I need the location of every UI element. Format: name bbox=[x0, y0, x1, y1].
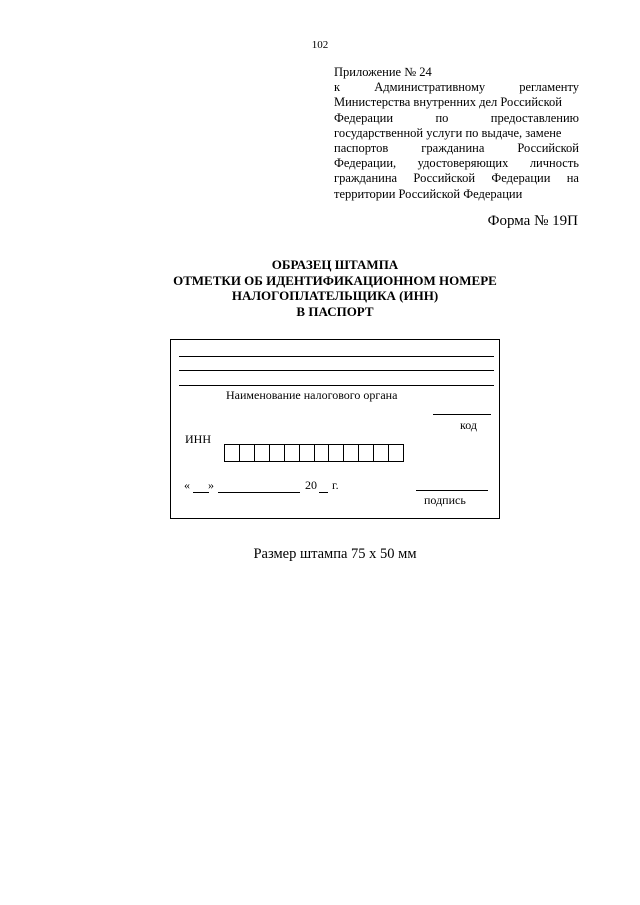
appendix-note bbox=[334, 65, 579, 202]
inn-digit-cell bbox=[344, 445, 359, 461]
appendix-word: Федерации, bbox=[334, 156, 397, 171]
tax-authority-line bbox=[179, 370, 494, 371]
appendix-word: регламенту bbox=[519, 80, 579, 95]
heading-line: ОБРАЗЕЦ ШТАМПА bbox=[271, 257, 399, 272]
tax-authority-label: Наименование налогового органа bbox=[226, 388, 398, 402]
inn-digit-cell bbox=[225, 445, 240, 461]
tax-authority-line bbox=[179, 385, 494, 386]
date-open-quote: « bbox=[184, 478, 190, 492]
inn-digit-cell bbox=[389, 445, 403, 461]
appendix-word: гражданина bbox=[421, 141, 485, 156]
appendix-line: Приложение № 24 bbox=[334, 65, 432, 79]
appendix-line-justified bbox=[334, 171, 579, 186]
year-prefix: 20 bbox=[305, 478, 317, 492]
heading-line: ОТМЕТКИ ОБ ИДЕНТИФИКАЦИОННОМ НОМЕРЕ bbox=[173, 272, 497, 288]
appendix-word: Российской bbox=[517, 141, 579, 156]
appendix-word: предоставлению bbox=[490, 110, 579, 125]
appendix-word: Федерации bbox=[491, 171, 551, 186]
inn-cells bbox=[224, 444, 404, 462]
signature-label: подпись bbox=[424, 493, 466, 507]
code-label: код bbox=[460, 418, 477, 432]
appendix-word: Административному bbox=[374, 80, 486, 95]
appendix-line: территории Российской Федерации bbox=[334, 186, 523, 201]
appendix-line-justified bbox=[334, 141, 579, 156]
appendix-word: гражданина bbox=[334, 171, 398, 186]
stamp-size-note: Размер штампа 75 х 50 мм bbox=[253, 546, 417, 562]
inn-digit-cell bbox=[270, 445, 285, 461]
heading-line: В ПАСПОРТ bbox=[296, 303, 374, 319]
appendix-line-justified bbox=[334, 156, 579, 171]
inn-digit-cell bbox=[255, 445, 270, 461]
year-suffix: г. bbox=[332, 478, 339, 492]
inn-digit-cell bbox=[285, 445, 300, 461]
page-number: 102 bbox=[311, 39, 329, 51]
day-line bbox=[193, 492, 209, 493]
tax-authority-line bbox=[179, 356, 494, 357]
appendix-line: Министерства внутренних дел Российской bbox=[334, 95, 562, 110]
inn-digit-cell bbox=[300, 445, 315, 461]
appendix-word: личность bbox=[529, 156, 579, 171]
appendix-line: государственной услуги по выдаче, замене bbox=[334, 125, 562, 140]
inn-digit-cell bbox=[315, 445, 330, 461]
date-close-quote: » bbox=[208, 478, 214, 492]
appendix-line-justified bbox=[334, 80, 579, 95]
year-line bbox=[319, 492, 328, 493]
inn-digit-cell bbox=[240, 445, 255, 461]
stamp-sample bbox=[170, 339, 500, 519]
appendix-line-justified bbox=[334, 111, 579, 126]
appendix-word: на bbox=[566, 171, 579, 186]
inn-label: ИНН bbox=[185, 432, 211, 446]
month-line bbox=[218, 492, 300, 493]
appendix-word: к bbox=[334, 80, 341, 95]
document-heading bbox=[140, 257, 530, 319]
appendix-word: удостоверяющих bbox=[417, 156, 509, 171]
signature-line bbox=[416, 490, 488, 491]
appendix-word: паспортов bbox=[334, 141, 389, 156]
appendix-word: Федерации bbox=[334, 110, 394, 125]
form-number: Форма № 19П bbox=[487, 213, 578, 229]
appendix-word: по bbox=[435, 110, 449, 125]
appendix-word: Российской bbox=[413, 171, 476, 186]
heading-line: НАЛОГОПЛАТЕЛЬЩИКА (ИНН) bbox=[231, 288, 439, 303]
inn-digit-cell bbox=[359, 445, 374, 461]
code-line bbox=[433, 414, 491, 415]
inn-digit-cell bbox=[374, 445, 389, 461]
inn-digit-cell bbox=[329, 445, 344, 461]
